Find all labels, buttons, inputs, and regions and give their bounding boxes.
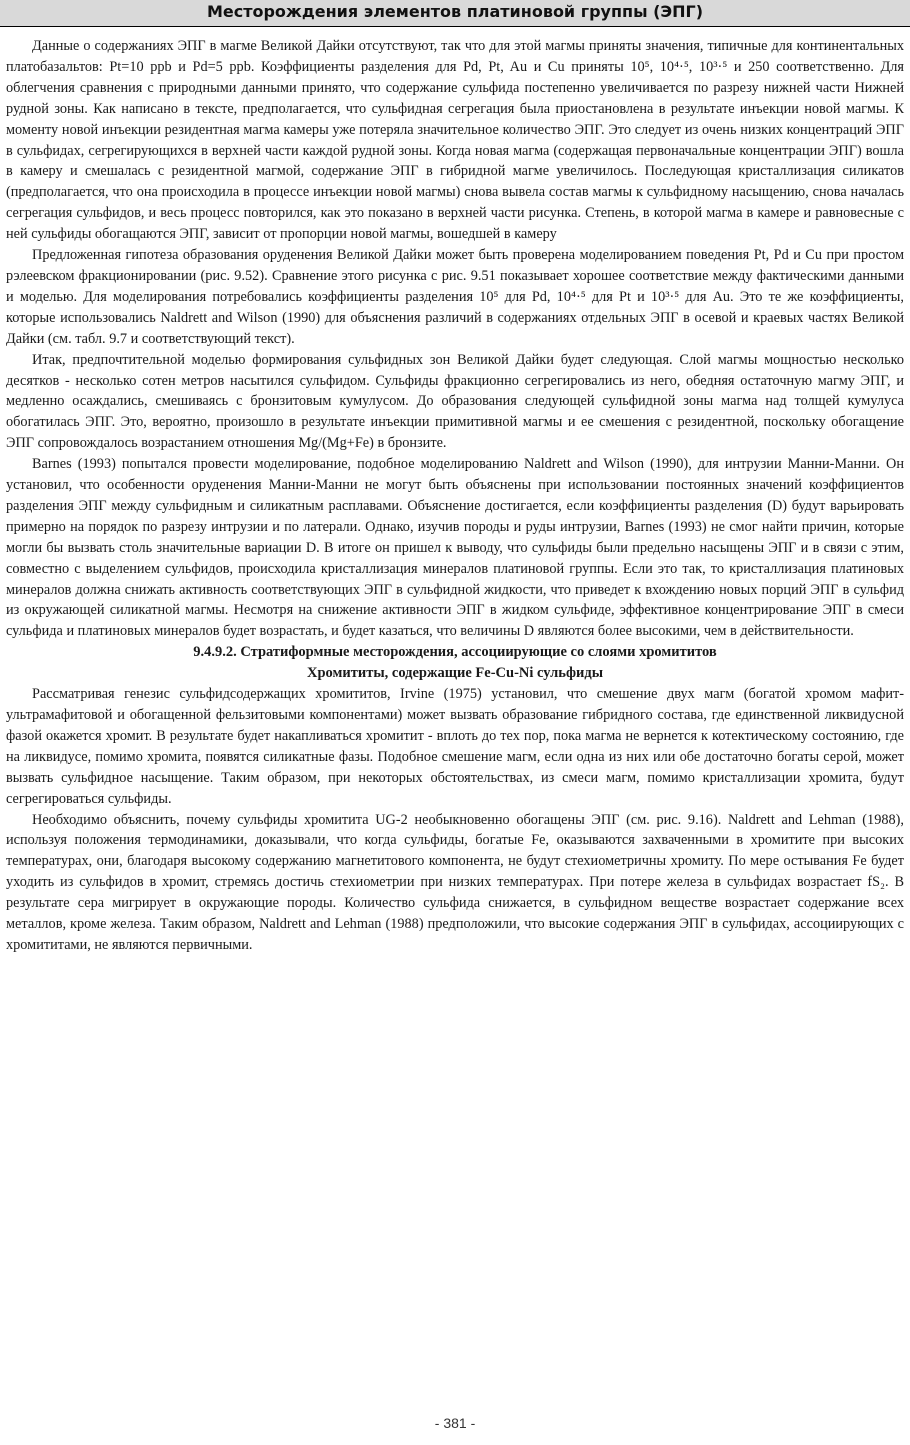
running-header: Месторождения элементов платиновой группы (ЭПГ) xyxy=(0,0,910,27)
paragraph: Предложенная гипотеза образования оруденения Великой Дайки может быть проверена моделированием поведения Pt, Pd и Cu при простом рэлеевском фракционировании (рис. 9.52). Сравнение этого рисунка с рис. 9.51 показывает хорошее соответствие между фактическими данными и моделью. Для моделирования потребовались коэффициенты разделения 10⁵ для Pd, 10⁴·⁵ для Pt и 10³·⁵ для Au. Это те же коэффициенты, которые использовались Naldrett and Wilson (1990) для объяснения различий в содержаниях отдельных ЭПГ в осевой и краевых частях Великой Дайки (см. табл. 9.7 и соответствующий текст). xyxy=(6,247,904,347)
paragraph: Рассматривая генезис сульфидсодержащих хромититов, Irvine (1975) установил, что смешение двух магм (богатой хромом мафит-ультрамафитовой и обогащенной фельзитовыми компонентами) может вызвать образование гибридного состава, где единственной ликвидусной фазой окажется хромит. В результате будет накапливаться хромитит - вплоть до тех пор, пока магма не вернется к котектическому состоянию, где на ликвидусе, помимо хромита, появятся силикатные фазы. Подобное смешение магм, если одна из них или обе достаточно богаты серой, может вызвать сульфидное насыщение. Таким образом, при некоторых обстоятельствах, из смеси магм, помимо кристаллизации хромита, будут сегрегироваться сульфиды. xyxy=(6,686,904,807)
page-number: - 381 - xyxy=(434,1415,476,1431)
paragraph: Итак, предпочтительной моделью формирования сульфидных зон Великой Дайки будет следующая. Слой магмы мощностью несколько десятков - несколько сотен метров насытился сульфидом. Сульфиды фракционно сегрегировались из него, обедняя остаточную магму ЭПГ, и медленно осаждались, смешиваясь с бронзитовым кумулусом. До образования следующей сульфидной зоны магма над толщей кумулуса обогатилась ЭПГ. Это, вероятно, произошло в результате инъекции примитивной магмы и ее смешения с резидентной, поскольку обогащение ЭПГ сопровождалось возрастанием отношения Mg/(Mg+Fe) в бронзите. xyxy=(6,351,904,452)
section-heading: 9.4.9.2. Стратиформные месторождения, ассоциирующие со слоями хромититов xyxy=(193,644,717,661)
subsection-heading: Хромититы, содержащие Fe-Cu-Ni сульфиды xyxy=(306,665,604,682)
paragraph: Данные о содержаниях ЭПГ в магме Великой Дайки отсутствуют, так что для этой магмы приняты значения, типичные для континентальных платобазальтов: Pt=10 ppb и Pd=5 ppb. Коэффициенты разделения для Pd, Pt, Au и Cu приняты 10⁵, 10⁴·⁵, 10³·⁵ и 250 соответственно. Для облегчения сравнения с природными данными принято, что содержание сульфида постепенно увеличивается по разрезу нижней части Нижней рудной зоны. Как написано в тексте, предполагается, что сульфидная сегрегация была приостановлена в результате инъекции новой магмы. К моменту новой инъекции резидентная магма камеры уже потеряла значительное количество ЭПГ. Это следует из очень низких концентраций ЭПГ в сульфидах, сегрегирующихся в верхней части каждой рудной зоны. Когда новая магма (содержащая первоначальные концентрации ЭПГ) вошла в камеру и смешалась с резидентной магмой, содержание ЭПГ в гибридной магме увеличилось. Последующая кристаллизация силикатов (предполагается, что она происходила в процессе инъекции новой магмы) снова вывела состав магмы к сульфидному насыщению, снова началась сегрегация сульфидов, и весь процесс повторился, как это показано в верхней части рисунка. Степень, в которой магма в камере и равновесные с ней сульфиды обогащаются ЭПГ, зависит от пропорции новой магмы, вошедшей в камеру xyxy=(6,38,904,243)
paragraph: Необходимо объяснить, почему сульфиды хромитита UG-2 необыкновенно обогащены ЭПГ (см. рис. 9.16). Naldrett and Lehman (1988), используя положения термодинамики, доказывали, что когда сульфиды, богатые Fe, оказываются захваченными в хромитите при высоких температурах, они, благодаря высокому содержанию магнетитового компонента, не будут стехиометричны хромиту. По мере остывания Fe будет уходить из сульфидов в хромит, стремясь достичь стехиометрии при низких температурах. При потере железа в сульфидах возрастает fS₂. В результате сера мигрирует в окружающие породы. Количество сульфида снижается, в сульфидном веществе возрастает содержание всех металлов, кроме железа. Таким образом, Naldrett and Lehman (1988) предположили, что высокие содержания ЭПГ в сульфидах, ассоциирующих с хромититами, не являются первичными. xyxy=(6,811,904,953)
paragraph: Barnes (1993) попытался провести моделирование, подобное моделированию Naldrett and Wilson (1990), для интрузии Манни-Манни. Он установил, что особенности оруденения Манни-Манни не могут быть объяснены при использовании постоянных значений коэффициентов разделения ЭПГ между сульфидным и силикатным расплавами. Объяснение достигается, если коэффициенты разделения (D) будут варьировать примерно на порядок по разрезу интрузии и по латерали. Однако, изучив породы и руды интрузии, Barnes (1993) не смог найти причин, которые могли бы вызвать столь значительные вариации D. В итоге он пришел к выводу, что сульфиды были предельно насыщены ЭПГ и в связи с этим, совместно с выделением сульфидов, происходила кристаллизация минералов платиновой группы. Если это так, то кристаллизация платиновых минералов должна снижать активность соответствующих ЭПГ в сульфидной жидкости, что приведет к вхождению новых порций ЭПГ в сульфид из окружающей силикатной магмы. Несмотря на снижение активности ЭПГ в жидком сульфиде, эффективное концентрирование ЭПГ в смеси сульфида и платиновых минералов будет возрастать, и будет казаться, что величины D являются более высокими, чем в действительности. xyxy=(6,456,904,640)
body-text xyxy=(6,36,904,956)
